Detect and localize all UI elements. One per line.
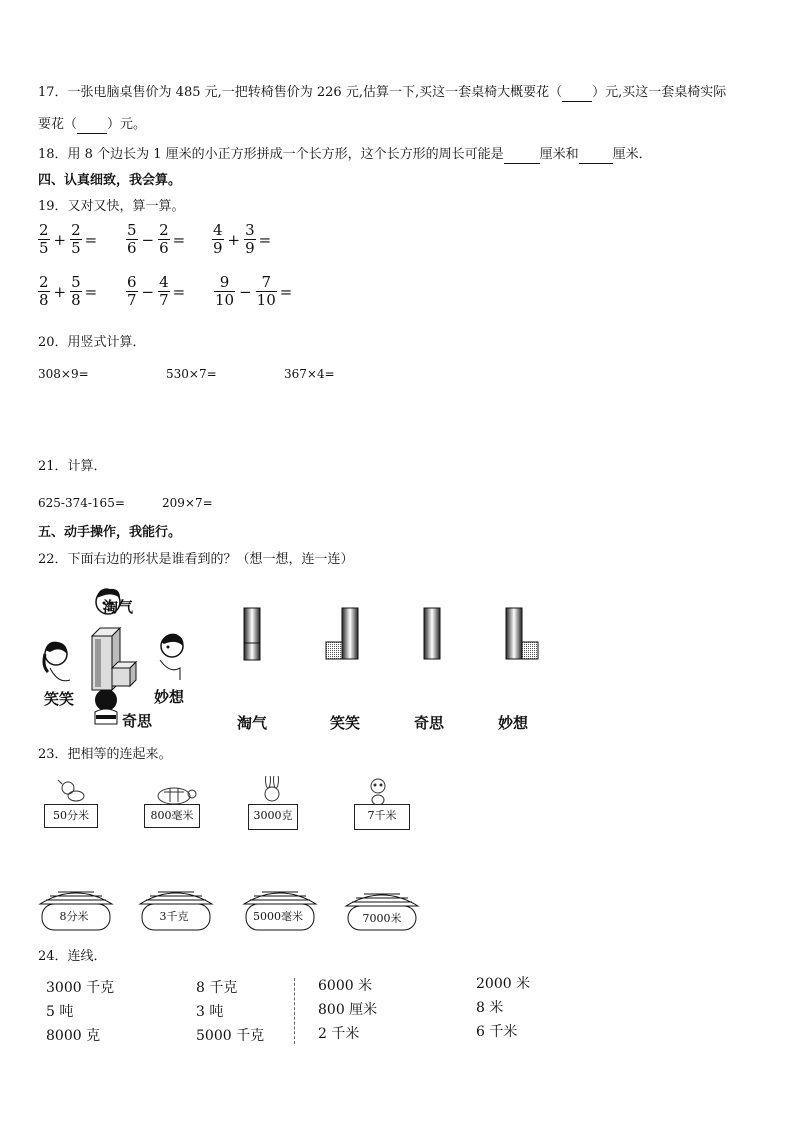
view-label-3: 奇思 <box>414 714 445 732</box>
small-cube-icon <box>112 662 136 686</box>
operator: − <box>239 282 252 301</box>
sign-3[interactable]: 3000克 <box>248 804 298 830</box>
rabbit-icon <box>265 776 279 801</box>
operator: − <box>141 282 155 301</box>
q18-mid: 厘米和 <box>539 147 579 162</box>
pot-1-label[interactable]: 8分米 <box>59 910 89 923</box>
denominator: 5 <box>71 239 81 257</box>
q20-item-2: 530×7= <box>166 367 217 381</box>
q21-item-1: 625-374-165= <box>38 496 125 510</box>
q17-blank-actual[interactable] <box>77 119 107 134</box>
fraction <box>126 222 138 257</box>
q24-divider <box>294 978 295 1044</box>
q19-title: 19．又对又快，算一算。 <box>38 199 185 214</box>
numerator: 5 <box>127 221 137 239</box>
denominator: 6 <box>127 239 137 257</box>
sign-1[interactable]: 50分米 <box>44 804 98 828</box>
q24-col1-item[interactable]: 5 吨 <box>46 1004 74 1020</box>
pot-3-label[interactable]: 5000毫米 <box>253 910 303 923</box>
q17-line1-end: ）元,买这一套桌椅实际 <box>592 85 727 100</box>
fraction <box>158 274 170 309</box>
fraction <box>38 222 50 257</box>
operator: − <box>141 230 155 249</box>
fraction-expression <box>126 274 185 309</box>
operator: + <box>53 282 67 301</box>
q18-text: 18．用 8 个边长为 1 厘米的小正方形拼成一个长方形，这个长方形的周长可能是 <box>38 147 504 162</box>
pot-2-label[interactable]: 3千克 <box>159 910 189 923</box>
denominator: 9 <box>245 239 255 257</box>
fraction <box>214 274 235 309</box>
equals-sign: = <box>172 282 186 301</box>
q18-blank-2[interactable] <box>579 149 613 164</box>
sign-4[interactable]: 7千米 <box>354 804 410 830</box>
q17-line2-start: 要花（ <box>38 117 78 132</box>
denominator: 8 <box>39 291 49 309</box>
q24-col-2 <box>196 976 264 1048</box>
fraction <box>70 274 82 309</box>
q24-col2-item[interactable]: 3 吨 <box>196 1004 224 1020</box>
q17-line1: 17．一张电脑桌售价为 485 元,一把转椅售价为 226 元,估算一下,买这一套桌椅大概要花（ <box>38 85 563 100</box>
denominator: 6 <box>159 239 169 257</box>
view-label-2: 笑笑 <box>330 714 361 732</box>
q24-col-3 <box>318 974 377 1046</box>
q24-col-1 <box>46 976 114 1048</box>
denominator: 7 <box>127 291 137 309</box>
kid-xiaoxiao-icon <box>44 642 70 681</box>
q24-title: 24．连线． <box>38 949 107 964</box>
view-2-icon <box>326 608 358 659</box>
q17-line2-end: ）元。 <box>107 117 147 132</box>
equals-sign: = <box>279 282 293 301</box>
denominator: 10 <box>256 291 276 309</box>
numerator: 3 <box>245 221 255 239</box>
q24-col2-item[interactable]: 5000 千克 <box>196 1028 265 1044</box>
fraction <box>256 274 277 309</box>
q22-title: 22．下面右边的形状是谁看到的？（想一想，连一连） <box>38 552 354 567</box>
equals-sign: = <box>84 230 98 249</box>
q20-item-1: 308×9= <box>38 367 89 381</box>
fraction <box>244 222 256 257</box>
q24-col4-item[interactable]: 8 米 <box>476 1000 504 1016</box>
denominator: 5 <box>39 239 49 257</box>
pot-4-label[interactable]: 7000米 <box>362 912 402 925</box>
view-label-1: 淘气 <box>237 714 268 732</box>
q24-col-4 <box>476 972 530 1044</box>
q24-col3-item[interactable]: 800 厘米 <box>318 1002 378 1018</box>
kid-label-qisi: 奇思 <box>122 712 153 730</box>
fraction <box>38 274 50 309</box>
fraction <box>70 222 82 257</box>
equals-sign: = <box>172 230 186 249</box>
fraction-expression <box>126 222 185 257</box>
q24-col1-item[interactable]: 8000 克 <box>46 1028 101 1044</box>
operator: + <box>227 230 241 249</box>
question-17 <box>38 84 726 102</box>
dog2-icon <box>371 779 385 805</box>
q21-title: 21．计算． <box>38 459 107 474</box>
fraction-expression <box>38 274 97 309</box>
kid-label-taoqi: 淘气 <box>103 598 134 616</box>
fraction-expression <box>212 222 271 257</box>
numerator: 2 <box>39 221 49 239</box>
equals-sign: = <box>258 230 272 249</box>
fraction <box>158 222 170 257</box>
q24-col3-item[interactable]: 6000 米 <box>318 978 373 994</box>
turtle-icon <box>158 788 196 804</box>
question-17-line2 <box>38 116 146 134</box>
numerator: 5 <box>71 273 81 291</box>
numerator: 7 <box>261 273 271 291</box>
denominator: 10 <box>215 291 235 309</box>
kid-label-miaoxiang: 妙想 <box>154 688 185 706</box>
view-1-icon <box>244 608 260 660</box>
operator: + <box>53 230 67 249</box>
q24-col3-item[interactable]: 2 千米 <box>318 1026 360 1042</box>
numerator: 4 <box>213 221 223 239</box>
q24-col4-item[interactable]: 2000 米 <box>476 976 531 992</box>
view-4-icon <box>506 608 538 659</box>
fraction <box>126 274 138 309</box>
kid-label-xiaoxiao: 笑笑 <box>44 690 75 708</box>
q23-title: 23．把相等的连起来。 <box>38 747 172 762</box>
q20-title: 20．用竖式计算． <box>38 335 146 350</box>
q21-item-2: 209×7= <box>162 496 213 510</box>
denominator: 9 <box>213 239 223 257</box>
view-3-icon <box>424 608 440 659</box>
denominator: 7 <box>159 291 169 309</box>
question-18 <box>38 146 652 164</box>
view-label-4: 妙想 <box>498 714 529 732</box>
q22-views <box>236 604 556 666</box>
fraction-expression <box>38 222 97 257</box>
q17-blank-estimate[interactable] <box>562 87 592 102</box>
kid-qisi-icon <box>95 689 117 724</box>
dog-icon <box>58 780 84 801</box>
numerator: 4 <box>159 273 169 291</box>
numerator: 9 <box>219 273 230 291</box>
q18-blank-1[interactable] <box>504 149 540 164</box>
q18-end: 厘米． <box>612 147 652 162</box>
numerator: 6 <box>127 273 137 291</box>
fraction <box>212 222 224 257</box>
fraction-expression <box>214 274 292 309</box>
denominator: 8 <box>71 291 81 309</box>
section-4-heading: 四、认真细致，我会算。 <box>38 173 182 188</box>
q24-col4-item[interactable]: 6 千米 <box>476 1024 518 1040</box>
numerator: 2 <box>39 273 49 291</box>
section-5-heading: 五、动手操作，我能行。 <box>38 525 182 540</box>
kid-miaoxiang-icon <box>160 634 183 680</box>
q24-col1-item[interactable]: 3000 千克 <box>46 980 115 996</box>
q24-col2-item[interactable]: 8 千克 <box>196 980 238 996</box>
numerator: 2 <box>159 221 169 239</box>
equals-sign: = <box>84 282 98 301</box>
sign-2[interactable]: 800毫米 <box>144 804 200 828</box>
q20-item-3: 367×4= <box>284 367 335 381</box>
numerator: 2 <box>71 221 81 239</box>
